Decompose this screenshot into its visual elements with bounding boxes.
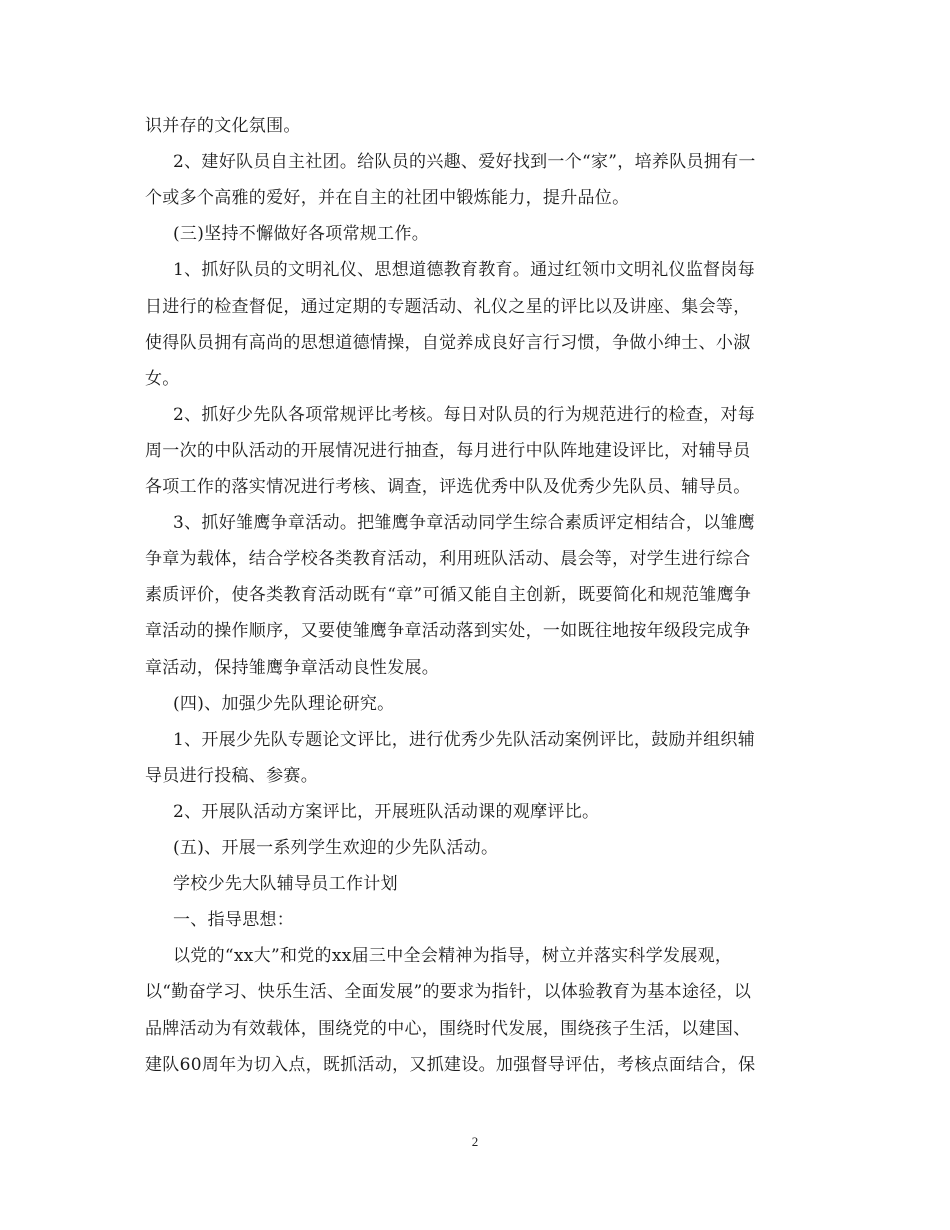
page-number: 2 <box>471 1134 479 1149</box>
text-line: 个或多个高雅的爱好，并在自主的社团中锻炼能力，提升品位。 <box>145 188 630 209</box>
text-line: 1、开展少先队专题论文评比，进行优秀少先队活动案例评比，鼓励并组织辅 <box>173 729 756 750</box>
text-line: 2、建好队员自主社团。给队员的兴趣、爱好找到一个“家”，培养队员拥有一 <box>173 152 756 173</box>
text-line: 一、指导思想： <box>173 910 295 931</box>
text-line: 2、开展队活动方案评比，开展班队活动课的观摩评比。 <box>173 801 600 822</box>
text-line: 导员进行投稿、参赛。 <box>145 765 318 786</box>
text-line: 3、抓好雏鹰争章活动。把雏鹰争章活动同学生综合素质评定相结合，以雏鹰 <box>173 513 756 534</box>
text-line: 周一次的中队活动的开展情况进行抽查，每月进行中队阵地建设评比，对辅导员 <box>145 440 751 461</box>
text-line: 使得队员拥有高尚的思想道德情操，自觉养成良好言行习惯，争做小绅士、小淑 <box>145 332 751 353</box>
text-line: 日进行的检查督促，通过定期的专题活动、礼仪之星的评比以及讲座、集会等， <box>145 296 751 317</box>
text-line: 各项工作的落实情况进行考核、调查，评选优秀中队及优秀少先队员、辅导员。 <box>145 477 751 497</box>
text-line: 章活动，保持雏鹰争章活动良性发展。 <box>145 657 440 678</box>
text-line: 识并存的文化氛围。 <box>145 116 301 136</box>
text-line: (五)、开展一系列学生欢迎的少先队活动。 <box>173 838 499 858</box>
text-line: (三)坚持不懈做好各项常规工作。 <box>173 224 430 245</box>
text-line: 以“勤奋学习、快乐生活、全面发展”的要求为指针，以体验教育为基本途径，以 <box>145 982 752 1003</box>
text-line: 1、抓好队员的文明礼仪、思想道德教育教育。通过红领巾文明礼仪监督岗每 <box>173 260 756 281</box>
text-line: 2、抓好少先队各项常规评比考核。每日对队员的行为规范进行的检查，对每 <box>173 404 756 425</box>
text-line: 章活动的操作顺序，又要使雏鹰争章活动落到实处，一如既往地按年级段完成争 <box>145 621 751 642</box>
text-line: 女。 <box>145 368 180 389</box>
text-line: 素质评价，使各类教育活动既有“章”可循又能自主创新，既要简化和规范雏鹰争 <box>145 585 752 606</box>
text-line: 以党的“xx大”和党的xx届三中全会精神为指导，树立并落实科学发展观， <box>173 946 733 967</box>
text-line: (四)、加强少先队理论研究。 <box>173 693 395 714</box>
text-line: 品牌活动为有效载体，围绕党的中心，围绕时代发展，围绕孩子生活，以建国、 <box>145 1018 751 1039</box>
text-line: 学校少先大队辅导员工作计划 <box>173 874 398 895</box>
text-line: 建队60周年为切入点，既抓活动，又抓建设。加强督导评估，考核点面结合，保 <box>145 1054 756 1075</box>
text-line: 争章为载体，结合学校各类教育活动，利用班队活动、晨会等，对学生进行综合 <box>145 549 751 570</box>
